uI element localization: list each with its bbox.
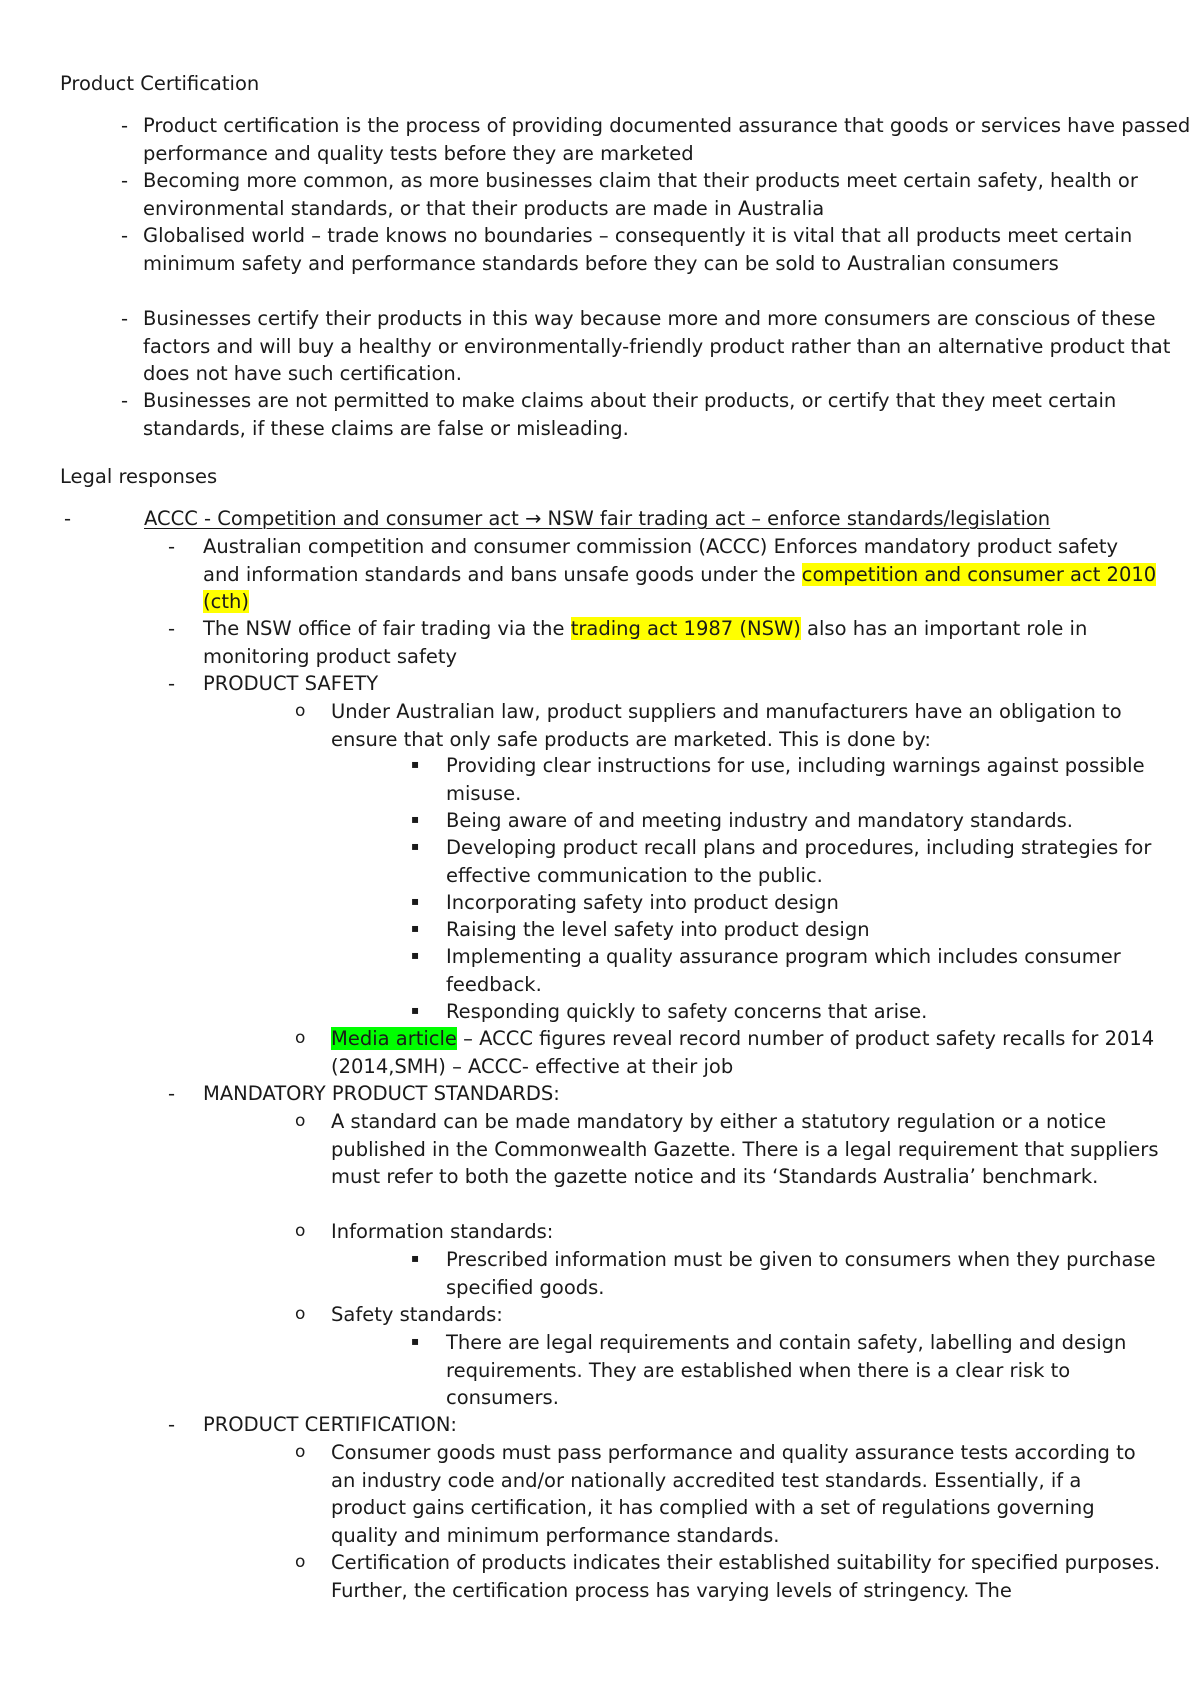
circle-marker: o [295, 1028, 306, 1048]
accc-point-text: Australian competition and consumer commission (ACCC) Enforces mandatory product safety and information standards and bans unsafe goods under the competition and consumer act 2010 (cth) [203, 535, 1157, 613]
heading-legal-responses: Legal responses [60, 465, 218, 488]
square-marker: ▪ [411, 1334, 420, 1348]
dash-marker: - [168, 535, 176, 558]
list-item-text: Responding quickly to safety concerns that arise. [446, 1000, 928, 1023]
accc-point-text: The NSW office of fair trading via the trading act 1987 (NSW) also has an important role in monitoring product safety [203, 617, 1088, 668]
cert-sub-text: Certification of products indicates their established suitability for specified purposes. Further, the certification process has varying levels of stringency. The [331, 1551, 1161, 1602]
list-item-text: Incorporating safety into product design [446, 891, 839, 914]
product-certification-label: PRODUCT CERTIFICATION: [203, 1413, 457, 1436]
circle-marker: o [295, 1221, 306, 1241]
list-item-text: Developing product recall plans and procedures, including strategies for effective communication to the public. [446, 836, 1152, 887]
square-marker: ▪ [411, 1251, 420, 1265]
circle-marker: o [295, 1304, 306, 1324]
bullet-text: Globalised world – trade knows no boundaries – consequently it is vital that all products meet certain minimum safety and performance standards before they can be sold to Australian consumers [143, 224, 1133, 275]
dash-marker: - [168, 1413, 176, 1436]
dash-marker: - [121, 169, 129, 192]
bullet-text: Businesses certify their products in this way because more and more consumers are conscious of these factors and will buy a healthy or environmentally-friendly product rather than an alternative product that does not have such certification. [143, 307, 1171, 385]
heading-product-certification: Product Certification [60, 72, 260, 95]
dash-marker: - [121, 224, 129, 247]
mandatory-standards-label: MANDATORY PRODUCT STANDARDS: [203, 1082, 560, 1105]
highlight-competition-act: competition and consumer act 2010 (cth) [203, 562, 1157, 613]
circle-marker: o [295, 1552, 306, 1572]
circle-marker: o [295, 701, 306, 721]
list-item-text: Being aware of and meeting industry and mandatory standards. [446, 809, 1073, 832]
dash-marker: - [168, 1082, 176, 1105]
square-marker: ▪ [411, 839, 420, 853]
mandatory-sub-text: A standard can be made mandatory by either a statutory regulation or a notice published in the Commonwealth Gazette. There is a legal requirement that suppliers must refer to both the gazette notice and its ‘Standards Australia’ benchmark. [331, 1110, 1159, 1188]
dash-marker: - [121, 114, 129, 137]
highlight-trading-act: trading act 1987 (NSW) [570, 617, 801, 640]
circle-marker: o [295, 1111, 306, 1131]
square-marker: ▪ [411, 757, 420, 771]
list-item-text: Prescribed information must be given to consumers when they purchase specified goods. [446, 1248, 1156, 1299]
bullet-text: Becoming more common, as more businesses claim that their products meet certain safety, health or environmental standards, or that their products are made in Australia [143, 169, 1138, 220]
media-article-text: Media article – ACCC figures reveal record number of product safety recalls for 2014 (2014,SMH) – ACCC- effective at their job [331, 1027, 1155, 1078]
cert-sub-text: Consumer goods must pass performance and quality assurance tests according to an industry code and/or nationally accredited test standards. Essentially, if a product gains certification, it has complied with a set of regulations governing quality and minimum performance standards. [331, 1441, 1136, 1547]
square-marker: ▪ [411, 1003, 420, 1017]
product-safety-label: PRODUCT SAFETY [203, 672, 379, 695]
bullet-text: Product certification is the process of providing documented assurance that goods or services have passed performance and quality tests before they are marketed [143, 114, 1191, 165]
dash-marker: - [64, 507, 72, 530]
list-item-text: Raising the level safety into product design [446, 918, 870, 941]
accc-heading-line: ACCC - Competition and consumer act → NSW fair trading act – enforce standards/legislation [144, 507, 1051, 530]
bullet-text: Businesses are not permitted to make claims about their products, or certify that they meet certain standards, if these claims are false or misleading. [143, 389, 1117, 440]
dash-marker: - [121, 389, 129, 412]
circle-marker: o [295, 1442, 306, 1462]
list-item-text: There are legal requirements and contain safety, labelling and design requirements. They are established when there is a clear risk to consumers. [446, 1331, 1127, 1409]
dash-marker: - [168, 617, 176, 640]
square-marker: ▪ [411, 894, 420, 908]
list-item-text: Providing clear instructions for use, including warnings against possible misuse. [446, 754, 1145, 805]
square-marker: ▪ [411, 812, 420, 826]
highlight-media-article: Media article [331, 1027, 457, 1050]
dash-marker: - [168, 672, 176, 695]
dash-marker: - [121, 307, 129, 330]
list-item-text: Implementing a quality assurance program which includes consumer feedback. [446, 945, 1121, 996]
ps-sub-text: Under Australian law, product suppliers and manufacturers have an obligation to ensure that only safe products are marketed. This is done by: [331, 700, 1122, 751]
square-marker: ▪ [411, 921, 420, 935]
info-standards-label: Information standards: [331, 1220, 554, 1243]
safety-standards-label: Safety standards: [331, 1303, 503, 1326]
square-marker: ▪ [411, 948, 420, 962]
